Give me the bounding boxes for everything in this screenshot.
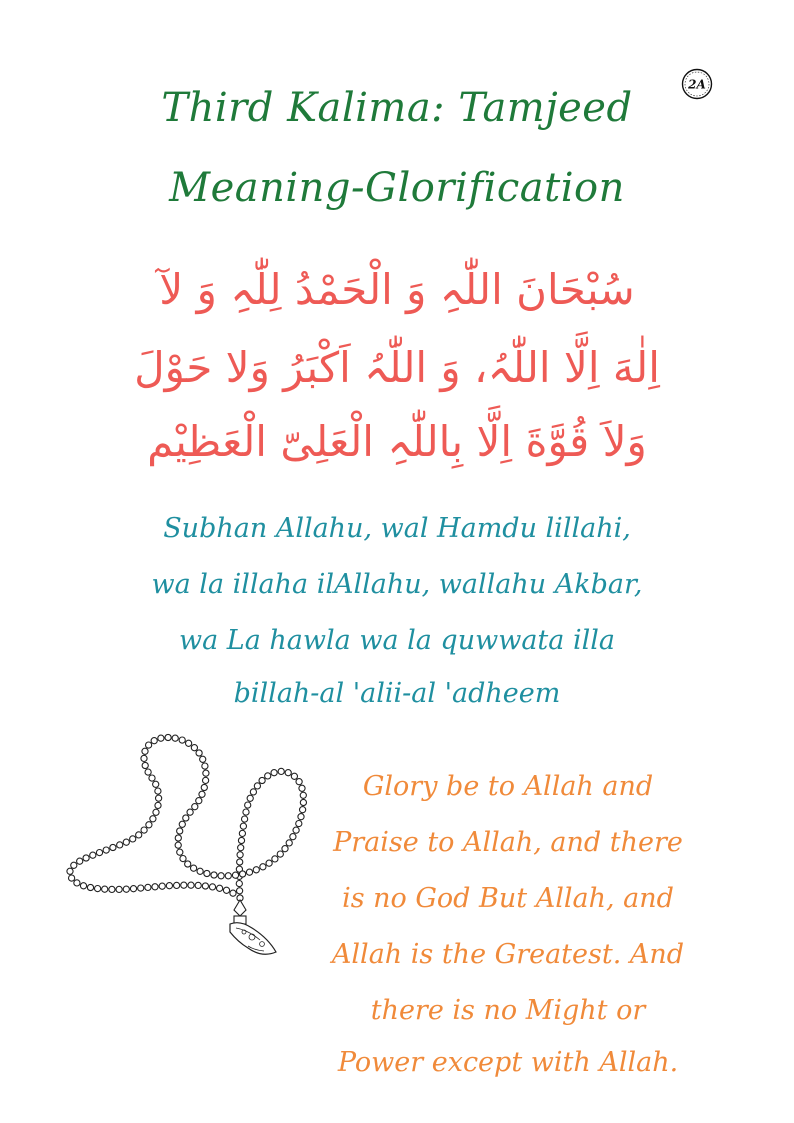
bead — [155, 788, 161, 794]
bead — [151, 738, 157, 744]
bead — [238, 845, 244, 851]
arabic-text-line-1: سُبْحَانَ اللّٰہِ وَ الْحَمْدُ لِلّٰہِ وَ لآ — [159, 265, 635, 314]
page-title-line-2: Meaning-Glorification — [169, 165, 625, 211]
bead — [174, 882, 180, 888]
bead — [180, 856, 186, 862]
bead — [181, 882, 187, 888]
bead — [188, 882, 194, 888]
bead — [192, 804, 198, 810]
bead — [223, 887, 229, 893]
transliteration-line-4: billah-al 'alii-al 'adheem — [233, 678, 561, 709]
page-title-line-1: Third Kalima: Tamjeed — [161, 85, 633, 131]
bead — [165, 734, 171, 740]
bead — [209, 884, 215, 890]
bead — [203, 770, 209, 776]
arabic-text-line-3: وَلاَ قُوَّةَ اِلَّا بِاللّٰہِ الْعَلِیّ الْعَظِیْم — [147, 417, 647, 466]
bead — [152, 884, 158, 890]
arabic-text-line-2: اِلٰهَ اِلَّا اللّٰہُ، وَ اللّٰہُ اَکْبَرُ وَلا حَوْلَ — [134, 343, 660, 392]
bead — [102, 886, 108, 892]
bead — [217, 885, 223, 891]
bead — [259, 777, 265, 783]
bead — [230, 890, 236, 896]
bead — [175, 835, 181, 841]
bead — [300, 807, 306, 813]
bead — [77, 858, 83, 864]
bead — [83, 855, 89, 861]
bead — [260, 864, 266, 870]
bead — [246, 869, 252, 875]
meaning-line-4: Allah is the Greatest. And — [331, 939, 685, 970]
bead — [237, 859, 243, 865]
bead — [237, 888, 243, 894]
meaning-line-2: Praise to Allah, and there — [333, 827, 683, 858]
bead — [71, 862, 77, 868]
bead — [95, 886, 101, 892]
bead — [202, 763, 208, 769]
bead — [146, 822, 152, 828]
bead — [196, 798, 202, 804]
bead — [109, 886, 115, 892]
bead — [201, 784, 207, 790]
bead — [130, 886, 136, 892]
bead — [159, 883, 165, 889]
meaning-line-6: Power except with Allah. — [337, 1047, 679, 1078]
bead — [187, 809, 193, 815]
bead — [90, 852, 96, 858]
bead — [136, 832, 142, 838]
bead — [191, 865, 197, 871]
logo-text: 2A — [688, 77, 706, 92]
bead — [87, 884, 93, 890]
bead — [172, 735, 178, 741]
bead — [245, 802, 251, 808]
bead — [183, 815, 189, 821]
bead — [218, 873, 224, 879]
bead — [277, 851, 283, 857]
bead — [186, 740, 192, 746]
bead — [117, 842, 123, 848]
bead — [242, 816, 248, 822]
bead — [271, 770, 277, 776]
meaning-line-3: is no God But Allah, and — [342, 883, 674, 914]
bead — [243, 809, 249, 815]
bead — [138, 885, 144, 891]
bead — [195, 882, 201, 888]
bead — [232, 872, 238, 878]
bead — [298, 814, 304, 820]
bead — [196, 750, 202, 756]
bead — [272, 856, 278, 862]
bead — [142, 762, 148, 768]
bead — [282, 846, 288, 852]
bead — [286, 840, 292, 846]
bead — [67, 868, 73, 874]
bead — [110, 844, 116, 850]
bead — [158, 735, 164, 741]
bead — [69, 875, 75, 881]
meaning-line-1: Glory be to Allah and — [362, 771, 654, 802]
bead — [203, 777, 209, 783]
bead — [202, 883, 208, 889]
bead — [240, 823, 246, 829]
bead — [146, 742, 152, 748]
bead — [177, 828, 183, 834]
bead — [141, 827, 147, 833]
transliteration-line-2: wa la illaha ilAllahu, wallahu Akbar, — [151, 569, 643, 600]
transliteration-line-3: wa La hawla wa la quwwata illa — [179, 625, 615, 656]
bead — [74, 880, 80, 886]
bead — [204, 870, 210, 876]
bead — [240, 871, 246, 877]
bead — [185, 861, 191, 867]
bead — [247, 795, 253, 801]
bead — [141, 755, 147, 761]
transliteration-line-1: Subhan Allahu, wal Hamdu lillahi, — [163, 513, 631, 544]
tasbih-prayer-beads-icon — [62, 732, 320, 960]
bead — [253, 867, 259, 873]
bead — [103, 847, 109, 853]
meaning-line-5: there is no Might or — [370, 995, 646, 1026]
bead — [145, 884, 151, 890]
bead — [96, 850, 102, 856]
bead — [238, 837, 244, 843]
bead — [237, 852, 243, 858]
bead — [149, 775, 155, 781]
bead — [123, 839, 129, 845]
bead — [254, 783, 260, 789]
bead — [278, 768, 284, 774]
bead — [200, 756, 206, 762]
bead — [285, 770, 291, 776]
bead — [177, 849, 183, 855]
bead — [291, 773, 297, 779]
bead — [179, 737, 185, 743]
bead — [166, 883, 172, 889]
bead — [145, 769, 151, 775]
bead — [199, 791, 205, 797]
bead — [265, 773, 271, 779]
bead — [179, 821, 185, 827]
bead — [153, 809, 159, 815]
bead — [191, 745, 197, 751]
bead — [239, 830, 245, 836]
bead — [130, 836, 136, 842]
bead — [175, 842, 181, 848]
bead — [123, 886, 129, 892]
bead — [236, 881, 242, 887]
bead — [153, 781, 159, 787]
bead — [211, 872, 217, 878]
bead — [116, 886, 122, 892]
bead — [156, 795, 162, 801]
bead — [150, 816, 156, 822]
bead — [250, 789, 256, 795]
bead — [266, 860, 272, 866]
bead — [142, 748, 148, 754]
bead — [197, 868, 203, 874]
bead — [80, 883, 86, 889]
bead — [225, 873, 231, 879]
bead — [290, 834, 296, 840]
bead — [155, 802, 161, 808]
tassel-icon — [230, 900, 276, 954]
